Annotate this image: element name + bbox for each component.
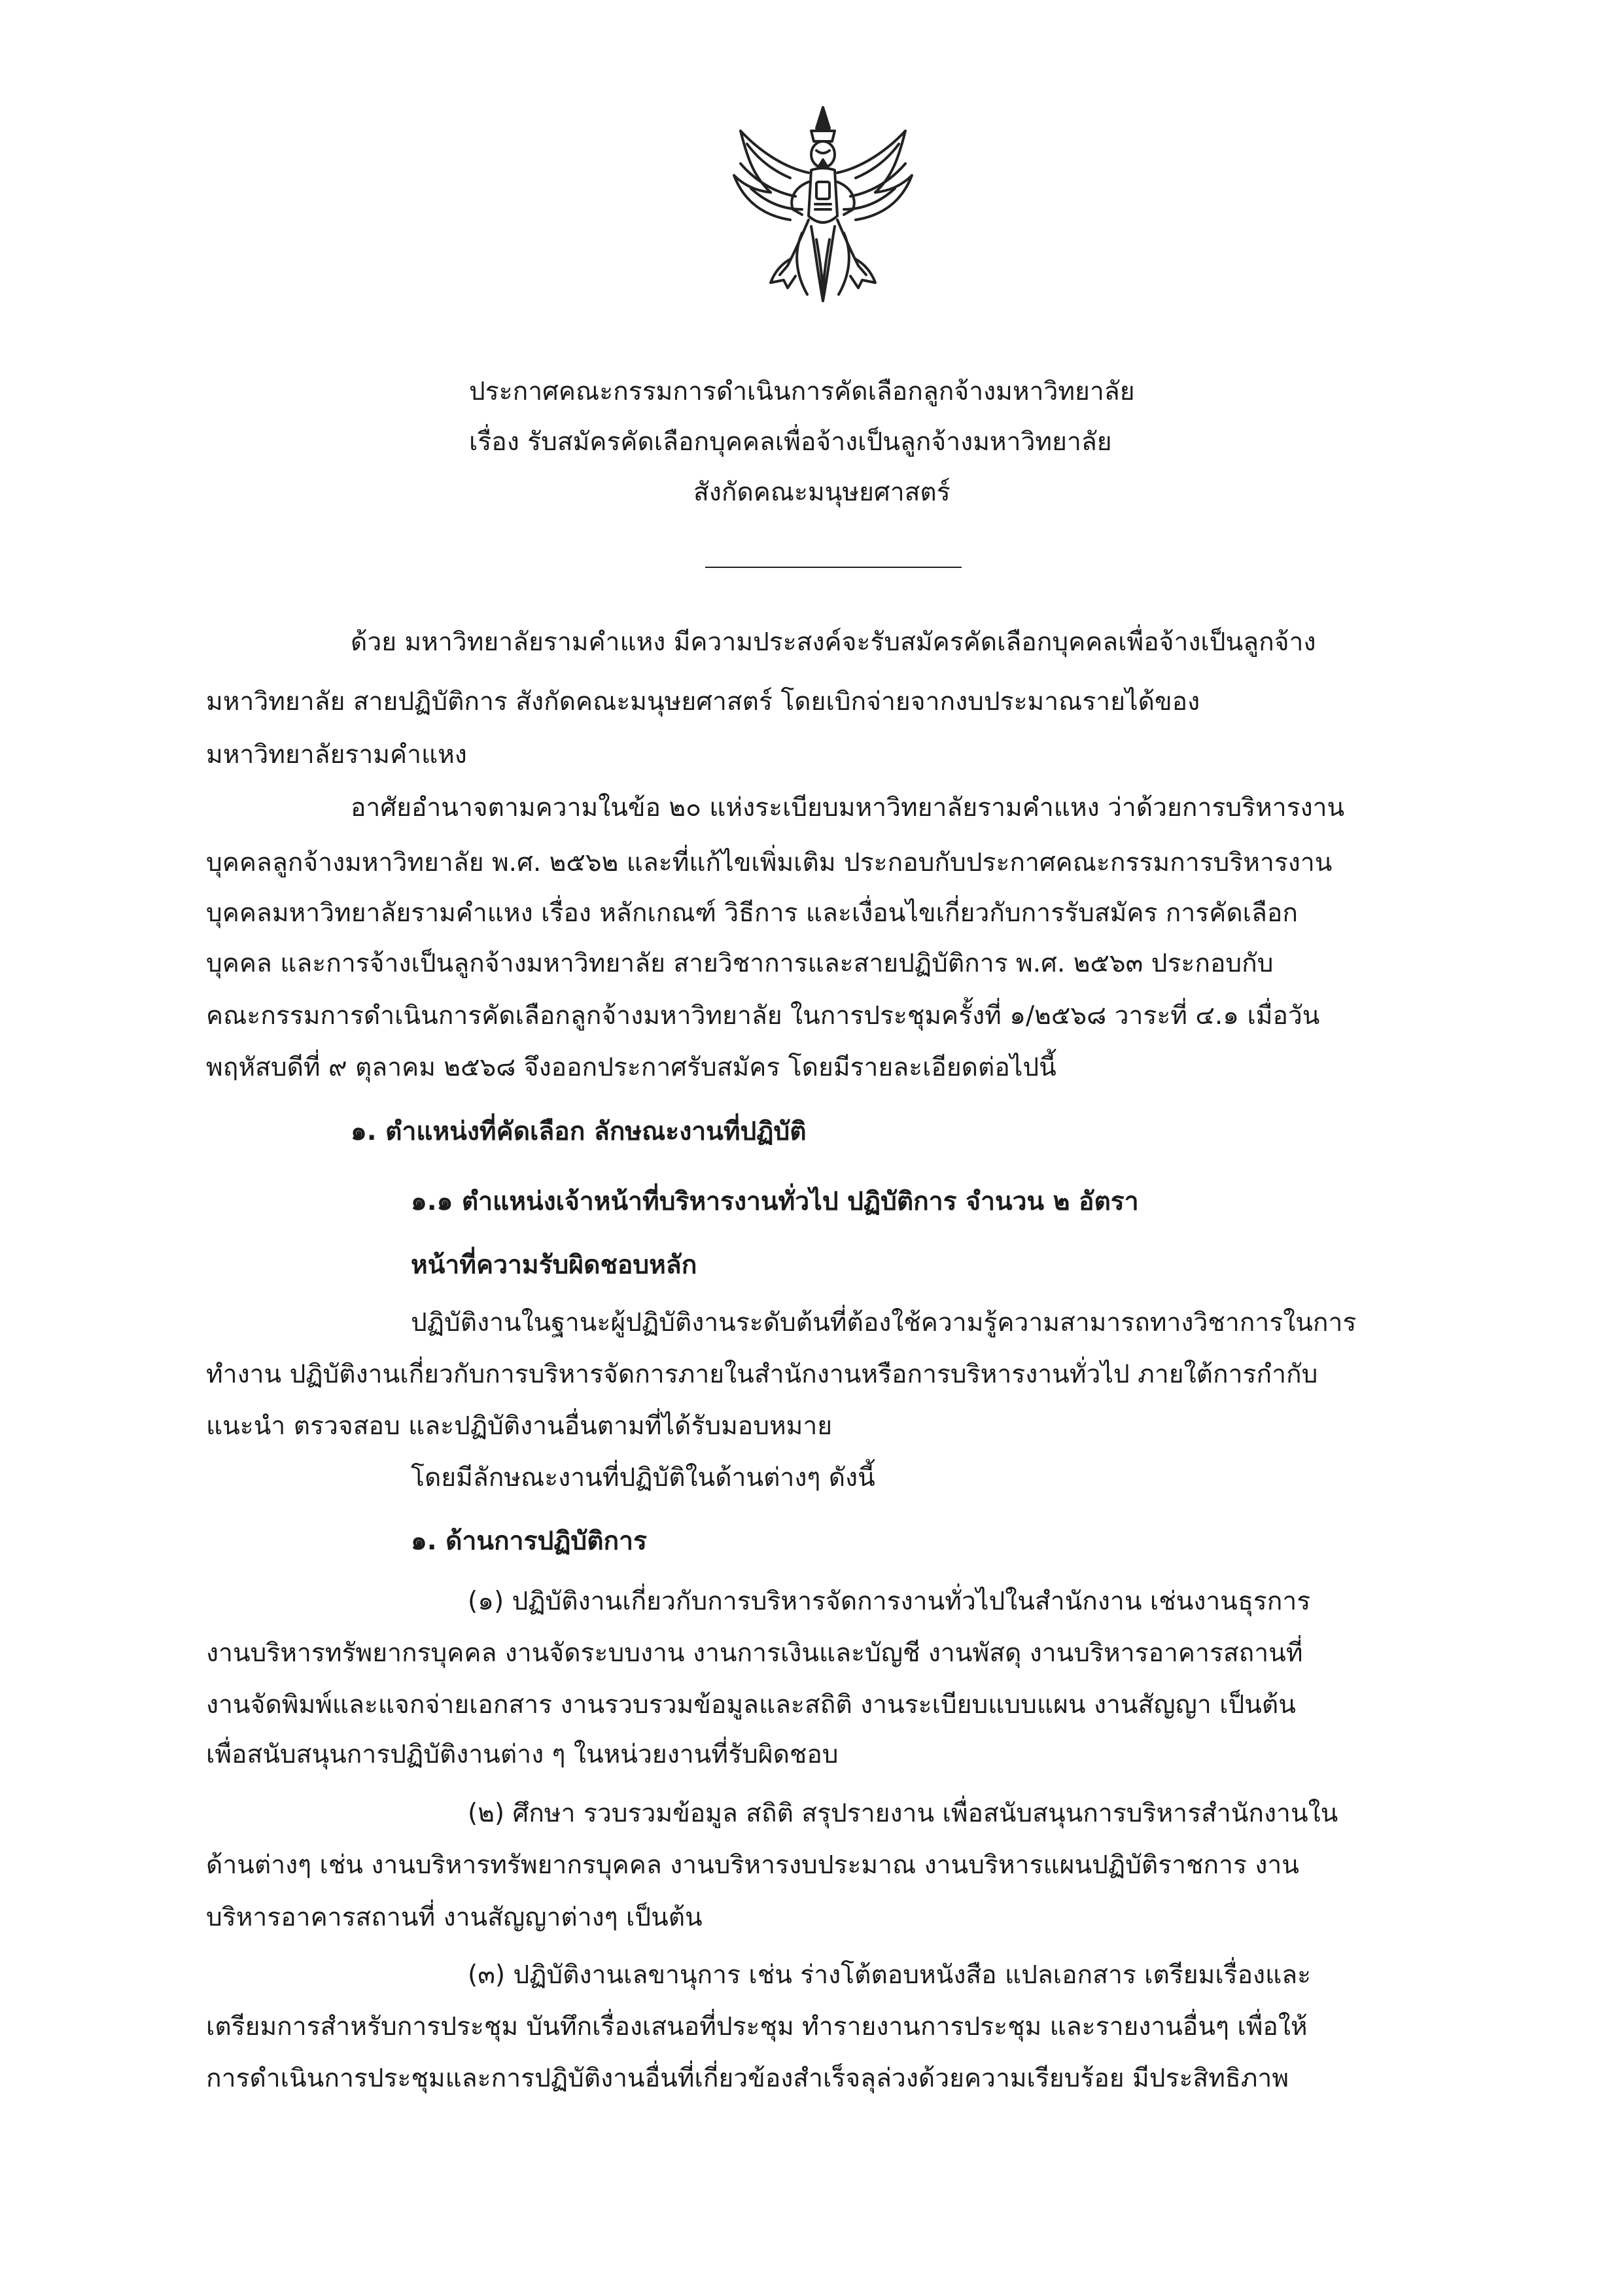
duty-item-line: งานจัดพิมพ์และแจกจ่ายเอกสาร งานรวบรวมข้อมูลและสถิติ งานระเบียบแบบแผน งานสัญญา เป็นต้น	[206, 1690, 1296, 1720]
duty-item-line: บริหารอาคารสถานที่ งานสัญญาต่างๆ เป็นต้น	[206, 1903, 703, 1932]
duties-line: ทำงาน ปฏิบัติงานเกี่ยวกับการบริหารจัดการภายในสำนักงานหรือการบริหารงานทั่วไป ภายใต้การกำกับ	[206, 1360, 1318, 1389]
duties-lead: โดยมีลักษณะงานที่ปฏิบัติในด้านต่างๆ ดังนี้	[411, 1463, 875, 1492]
duty-item-line: ด้านต่างๆ เช่น งานบริหารทรัพยากรบุคคล งานบริหารงบประมาณ งานบริหารแผนปฏิบัติราชการ งาน	[206, 1850, 1299, 1880]
duties-heading: หน้าที่ความรับผิดชอบหลัก	[411, 1250, 697, 1280]
announcement-title: ประกาศคณะกรรมการดำเนินการคัดเลือกลูกจ้างมหาวิทยาลัย	[469, 377, 1135, 406]
duty-item-line: เตรียมการสำหรับการประชุม บันทึกเรื่องเสนอที่ประชุม ทำรายงานการประชุม และรายงานอื่นๆ เพื่อให้	[206, 2012, 1308, 2041]
authority-line: อาศัยอำนาจตามความในข้อ ๒๐ แห่งระเบียบมหาวิทยาลัยรามคำแหง ว่าด้วยการบริหารงาน	[351, 793, 1345, 822]
garuda-emblem-icon	[725, 105, 921, 304]
duty-item-line: (๓) ปฏิบัติงานเลขานุการ เช่น ร่างโต้ตอบหนังสือ แปลเอกสาร เตรียมเรื่องและ	[468, 1960, 1312, 1990]
intro-line: ด้วย มหาวิทยาลัยรามคำแหง มีความประสงค์จะรับสมัครคัดเลือกบุคคลเพื่อจ้างเป็นลูกจ้าง	[351, 627, 1316, 657]
authority-line: บุคคล และการจ้างเป็นลูกจ้างมหาวิทยาลัย สายวิชาการและสายปฏิบัติการ พ.ศ. ๒๕๖๓ ประกอบกับ	[206, 949, 1274, 978]
authority-line: บุคคลลูกจ้างมหาวิทยาลัย พ.ศ. ๒๕๖๒ และที่แก้ไขเพิ่มเติม ประกอบกับประกาศคณะกรรมการบริหารงาน	[206, 848, 1333, 877]
authority-line: คณะกรรมการดำเนินการคัดเลือกลูกจ้างมหาวิทยาลัย ในการประชุมครั้งที่ ๑/๒๕๖๘ วาระที่ ๔.๑ เมื่อวัน	[206, 1001, 1320, 1031]
duty-item-line: งานบริหารทรัพยากรบุคคล งานจัดระบบงาน งานการเงินและบัญชี งานพัสดุ งานบริหารอาคารสถานที่	[206, 1638, 1303, 1668]
duty-item-line: การดำเนินการประชุมและการปฏิบัติงานอื่นที่เกี่ยวข้องสำเร็จลุล่วงด้วยความเรียบร้อย มีประสิทธิภาพ	[206, 2064, 1289, 2093]
duty-item-line: (๒) ศึกษา รวบรวมข้อมูล สถิติ สรุปรายงาน เพื่อสนับสนุนการบริหารสำนักงานใน	[468, 1799, 1338, 1828]
announcement-affiliation: สังกัดคณะมนุษยศาสตร์	[693, 478, 951, 507]
duties-line: ปฏิบัติงานในฐานะผู้ปฏิบัติงานระดับต้นที่ต้องใช้ความรู้ความสามารถทางวิชาการในการ	[411, 1308, 1357, 1337]
authority-line: พฤหัสบดีที่ ๙ ตุลาคม ๒๕๖๘ จึงออกประกาศรับสมัคร โดยมีรายละเอียดต่อไปนี้	[206, 1053, 1056, 1082]
position-heading: ๑.๑ ตำแหน่งเจ้าหน้าที่บริหารงานทั่วไป ปฏิบัติการ จำนวน ๒ อัตรา	[411, 1187, 1139, 1216]
intro-line: มหาวิทยาลัย สายปฏิบัติการ สังกัดคณะมนุษยศาสตร์ โดยเบิกจ่ายจากงบประมาณรายได้ของ	[206, 687, 1200, 716]
duty-item-line: เพื่อสนับสนุนการปฏิบัติงานต่าง ๆ ในหน่วยงานที่รับผิดชอบ	[206, 1740, 839, 1769]
operations-heading: ๑. ด้านการปฏิบัติการ	[411, 1527, 647, 1556]
announcement-subject: เรื่อง รับสมัครคัดเลือกบุคคลเพื่อจ้างเป็นลูกจ้างมหาวิทยาลัย	[469, 427, 1112, 457]
authority-line: บุคคลมหาวิทยาลัยรามคำแหง เรื่อง หลักเกณฑ์ วิธีการ และเงื่อนไขเกี่ยวกับการรับสมัคร การคัดเลือก	[206, 898, 1298, 928]
duty-item-line: (๑) ปฏิบัติงานเกี่ยวกับการบริหารจัดการงานทั่วไปในสำนักงาน เช่นงานธุรการ	[468, 1587, 1311, 1616]
title-divider	[705, 567, 962, 568]
section-heading: ๑. ตำแหน่งที่คัดเลือก ลักษณะงานที่ปฏิบัติ	[351, 1117, 807, 1146]
duties-line: แนะนำ ตรวจสอบ และปฏิบัติงานอื่นตามที่ได้รับมอบหมาย	[206, 1411, 833, 1441]
intro-line: มหาวิทยาลัยรามคำแหง	[206, 740, 467, 769]
